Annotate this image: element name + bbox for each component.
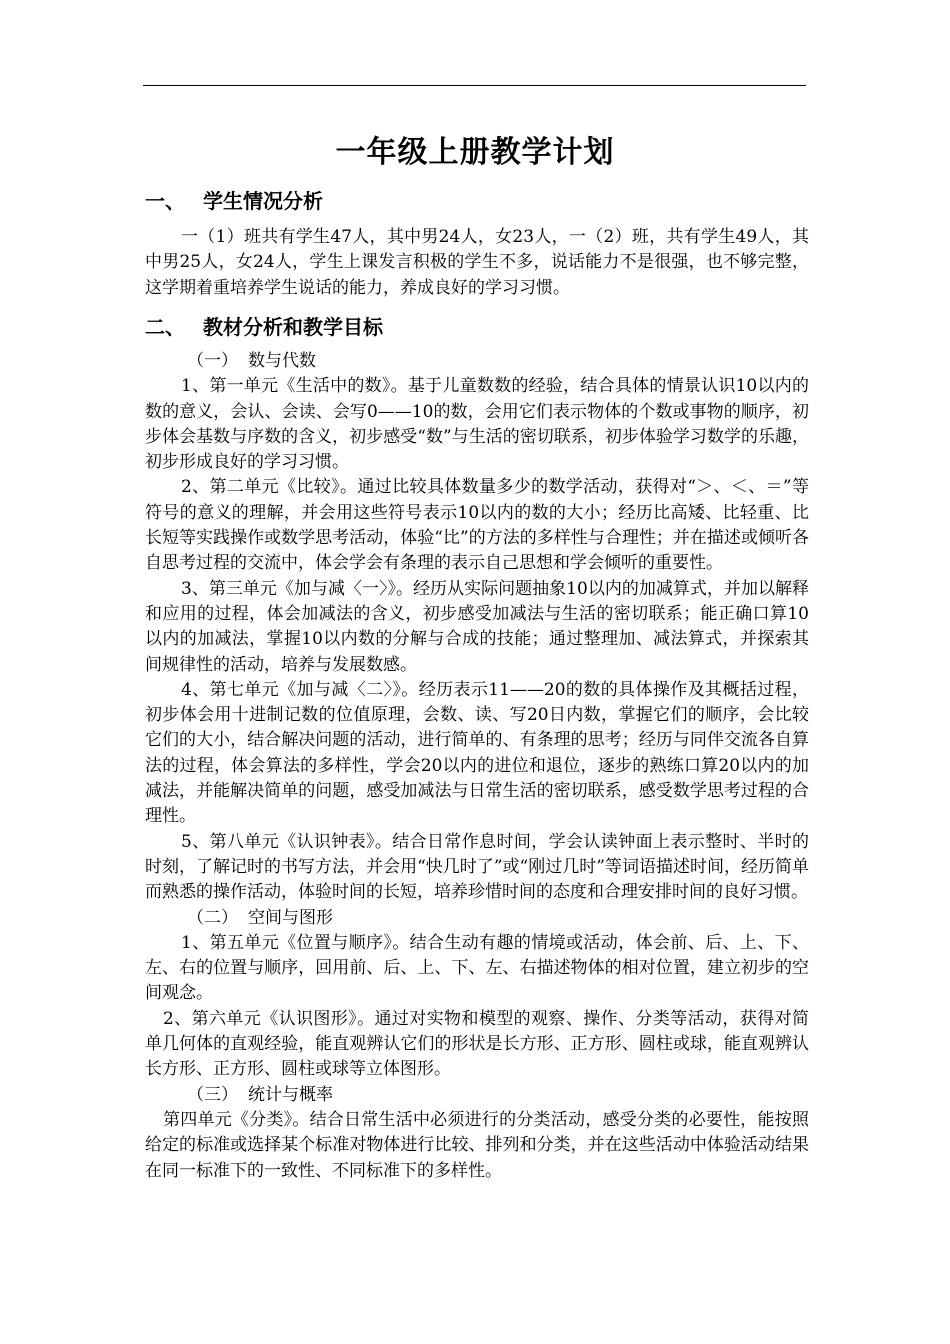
subsection-heading-statistics <box>145 1083 809 1108</box>
section-number: 一、 <box>145 189 185 213</box>
paragraph-unit-8: 5、第八单元《认识钟表》。结合日常作息时间，学会认读钟面上表示整时、半时的时刻，了解记时的书写方法，并会用“快几时了”或“刚过几时”等词语描述时间，经历简单而熟悉的操作活动，体验时间的长短，培养珍惜时间的态度和合理安排时间的良好习惯。 <box>145 831 809 903</box>
section-heading-materials <box>145 313 383 341</box>
section-number: 二、 <box>145 315 185 339</box>
paragraph-unit-7: 4、第七单元《加与减〈二〉》。经历表示11——20的数的具体操作及其概括过程，初步体会用十进制记数的位值原理，会数、读、写20日内数，掌握它们的顺序，会比较它们的大小，结合解决问题的活动，进行简单的、有条理的思考；经历与同伴交流各自算法的过程，体会算法的多样性，学会20以内的进位和退位，逐步的熟练口算20以内的加减法，并能解决简单的问题，感受加减法与日常生活的密切联系，感受数学思考过程的合理性。 <box>145 679 809 827</box>
subsection-title: 统计与概率 <box>248 1084 333 1105</box>
paragraph-unit-3: 3、第三单元《加与减〈一〉》。经历从实际问题抽象10以内的加减算式，并加以解释和应用的过程，体会加减法的含义，初步感受加减法与生活的密切联系；能正确口算10以内的加减法，掌握10以内数的分解与合成的技能；通过整理加、减法算式，并探索其间规律性的活动，培养与发展数感。 <box>145 578 809 675</box>
student-analysis-block <box>145 225 809 301</box>
subsection-number: （三） <box>187 1084 238 1105</box>
paragraph-unit-4: 第四单元《分类》。结合日常生活中必须进行的分类活动，感受分类的必要性，能按照给定的标准或选择某个标准对物体进行比较、排列和分类，并在这些活动中体验活动结果在同一标准下的一致性、不同标准下的多样性。 <box>145 1109 809 1181</box>
subsection-title: 数与代数 <box>248 351 316 371</box>
section-heading-student-analysis <box>145 187 323 215</box>
subsection-number: （二） <box>187 907 238 928</box>
subsection-title: 空间与图形 <box>248 907 333 928</box>
header-rule <box>143 85 806 86</box>
subsection-heading-number-algebra <box>145 349 809 374</box>
document-title: 一年级上册教学计划 <box>335 135 615 170</box>
paragraph-unit-6: 2、第六单元《认识图形》。通过对实物和模型的观察、操作、分类等活动，获得对简单几何体的直观经验，能直观辨认它们的形状是长方形、正方形、圆柱或球，能直观辨认长方形、正方形、圆柱或球等立体图形。 <box>145 1008 809 1080</box>
student-analysis-paragraph: 一（1）班共有学生47人，其中男24人，女23人，一（2）班，共有学生49人，其中男25人，女24人，学生上课发言积极的学生不多，说话能力不是很强，也不够完整，这学期着重培养学生说话的能力，养成良好的学习习惯。 <box>145 227 809 298</box>
section-title: 学生情况分析 <box>203 189 323 213</box>
materials-block <box>145 349 809 1184</box>
paragraph-unit-2: 2、第二单元《比较》。通过比较具体数量多少的数学活动，获得对“＞、＜、＝”等符号的意义的理解，并会用这些符号表示10以内的数的大小；经历比高矮、比轻重、比长短等实践操作或数学思考活动，体验“比”的方法的多样性与合理性；并在描述或倾听各自思考过程的交流中，体会学会有条理的表示自己思想和学会倾听的重要性。 <box>145 477 809 574</box>
subsection-number: （一） <box>187 351 238 371</box>
paragraph-unit-5: 1、第五单元《位置与顺序》。结合生动有趣的情境或活动，体会前、后、上、下、左、右的位置与顺序，回用前、后、上、下、左、右描述物体的相对位置，建立初步的空间观念。 <box>145 932 809 1004</box>
subsection-heading-space-shape <box>145 906 809 931</box>
section-title: 教材分析和教学目标 <box>203 315 383 339</box>
paragraph-unit-1: 1、第一单元《生活中的数》。基于儿童数数的经验，结合具体的情景认识10以内的数的意义，会认、会读、会写0——10的数，会用它们表示物体的个数或事物的顺序，初步体会基数与序数的含义，初步感受“数”与生活的密切联系，初步体验学习数学的乐趣，初步形成良好的学习习惯。 <box>145 376 809 473</box>
